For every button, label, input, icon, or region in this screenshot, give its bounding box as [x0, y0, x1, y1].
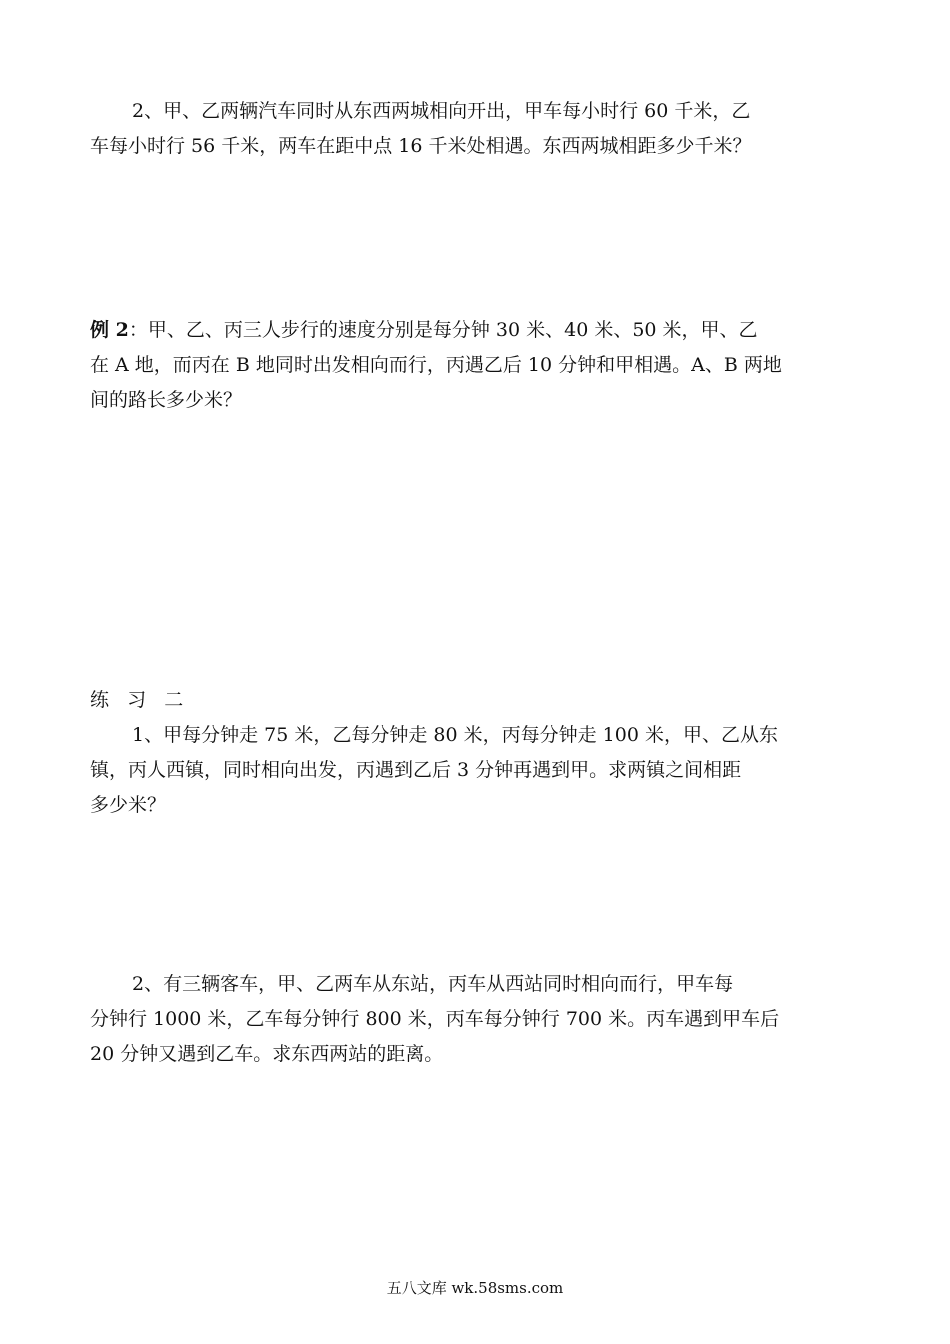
- problem-2: [90, 94, 860, 164]
- exercise-2-question-2: [90, 967, 860, 1072]
- page-footer: 五八文库 wk.58sms.com: [386, 1279, 564, 1297]
- exercise-2-q1-line-3: 多少米？: [90, 794, 167, 816]
- exercise-2-q2-line-1: 2、有三辆客车，甲、乙两车从东站，丙车从西站同时相向而行，甲车每: [132, 973, 734, 995]
- example-2: [90, 313, 860, 418]
- example-2-line-1: [90, 313, 860, 348]
- problem-2-line-2: 车每小时行 56 千米，两车在距中点 16 千米处相遇。东西两城相距多少千米？: [90, 135, 752, 157]
- exercise-2-question-1: [90, 718, 860, 823]
- exercise-2-q1-line-2: 镇，丙人西镇，同时相向出发，丙遇到乙后 3 分钟再遇到甲。求两镇之间相距: [90, 759, 742, 781]
- problem-2-line-1: 2、甲、乙两辆汽车同时从东西两城相向开出，甲车每小时行 60 千米，乙: [132, 100, 751, 122]
- example-2-line-2: 在 A 地，而丙在 B 地同时出发相向而行，丙遇乙后 10 分钟和甲相遇。A、B 两地: [90, 354, 782, 376]
- example-2-line-3: 间的路长多少米？: [90, 389, 243, 411]
- example-2-label: 例 2: [90, 319, 129, 341]
- exercise-2-heading: 练 习 二: [90, 689, 184, 711]
- example-2-line-1-text: ：甲、乙、丙三人步行的速度分别是每分钟 30 米、40 米、50 米，甲、乙: [128, 319, 758, 341]
- exercise-2-q2-line-2: 分钟行 1000 米，乙车每分钟行 800 米，丙车每分钟行 700 米。丙车遇到甲车后: [90, 1008, 780, 1030]
- exercise-2-q1-line-1: 1、甲每分钟走 75 米，乙每分钟走 80 米，丙每分钟走 100 米，甲、乙从东: [132, 724, 778, 746]
- exercise-2-q2-line-3: 20 分钟又遇到乙车。求东西两站的距离。: [90, 1043, 444, 1065]
